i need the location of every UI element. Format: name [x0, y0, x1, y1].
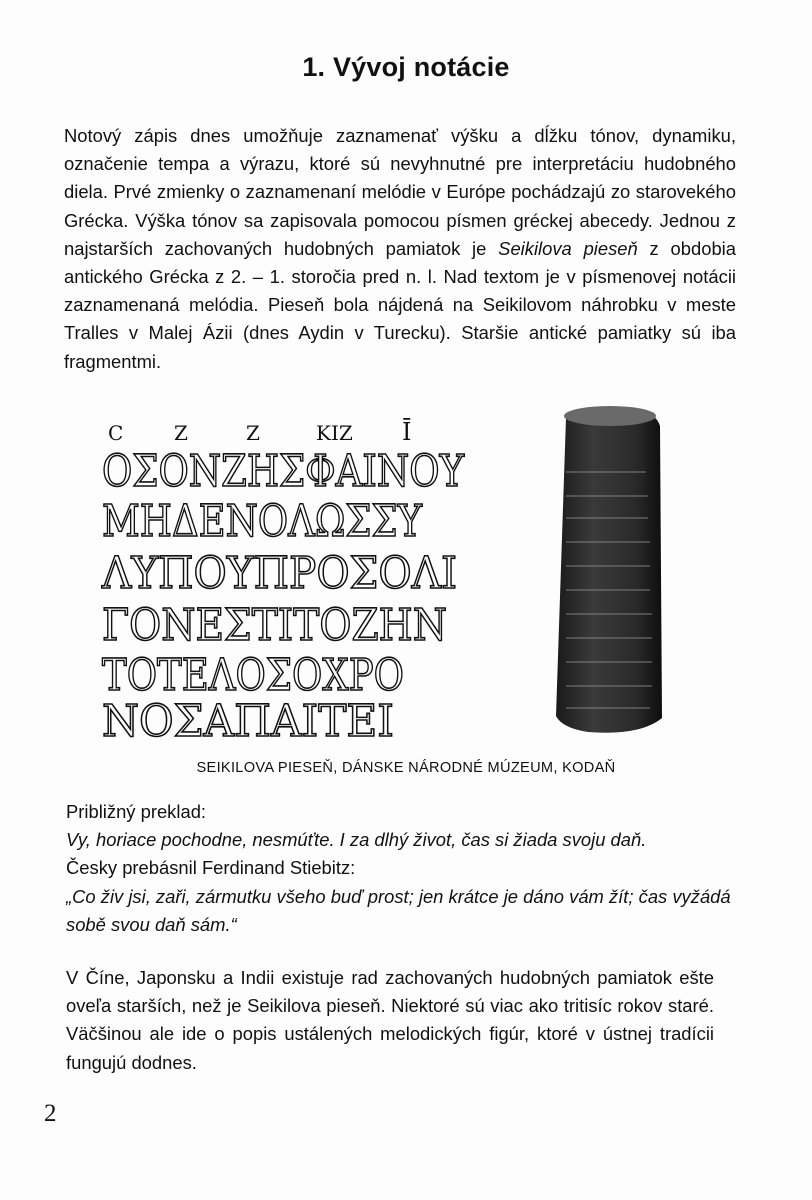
- inscription-line: ΓΟΝΕΣΤΙΤΟΖΗΝ: [102, 600, 447, 651]
- translation-label: Približný preklad:: [66, 801, 207, 822]
- notation-sign: Z: [174, 421, 188, 445]
- intro-paragraph: [64, 122, 736, 376]
- inscription-line: ΤΟΤΕΛΟΣΟΧΡΟ: [102, 650, 404, 701]
- inscription-line: ΛΥΠΟΥΠΡΟΣΟΛΙ: [101, 548, 457, 599]
- seikilos-stele-photo: [548, 400, 680, 740]
- translation-text: Vy, horiace pochodne, nesmúťte. I za dlhý život, čas si žiada svoju daň.: [66, 829, 647, 851]
- figure-caption: SEIKILOVA PIESEŇ, DÁNSKE NÁRODNÉ MÚZEUM, KODAŇ: [196, 760, 616, 776]
- inscription-line: ΜΗΔΕΝΟΛΩΣΣΥ: [102, 496, 423, 547]
- intro-text-part1: Notový zápis dnes umožňuje zaznamenať výšku a dĺžku tónov, dynamiku, označenie tempa a výrazu, ktoré sú nevyhnutné pre interpretáciu hudobného diela. Prvé zmienky o zaznamenaní melódie v Európe pochádzajú zo starovekého Grécka. Výška tónov sa zapisovala pomocou písmen gréckej abecedy. Jednou z najstarších zachovaných hudobných pamiatok je: [64, 125, 736, 259]
- work-title: Seikilova pieseň: [498, 237, 638, 259]
- inscription-line: ΟΣΟΝΖΗΣΦΑΙΝΟΥ: [102, 446, 465, 497]
- translation-block: [66, 798, 742, 939]
- page-number: 2: [44, 1100, 57, 1127]
- seikilos-inscription-drawing: [96, 408, 474, 747]
- notation-sign: Z: [246, 421, 260, 445]
- notation-sign: KIZ: [316, 421, 353, 445]
- closing-paragraph: V Číne, Japonsku a Indii existuje rad zachovaných hudobných pamiatok ešte oveľa starších, než je Seikilova pieseň. Niektoré sú viac ako tritisíc rokov staré. Väčšinou ale ide o popis ustálených melodických figúr, ktoré v ústnej tradícii fungujú dodnes.: [66, 967, 714, 1073]
- inscription-line: ΝΟΣΑΠΑΙΤΕΙ: [102, 696, 394, 747]
- page-title: 1. Vývoj notácie: [302, 52, 510, 82]
- czech-translation-label: Česky prebásnil Ferdinand Stiebitz:: [66, 857, 356, 879]
- czech-translation-text: „Co živ jsi, zaři, zármutku všeho buď prost; jen krátce je dáno vám žít; čas vyžádá sobě svou daň sám.“: [66, 885, 731, 935]
- notation-sign: Ī: [402, 418, 412, 446]
- intro-text-part2: z obdobia antického Grécka z 2. – 1. storočia pred n. l. Nad textom je v písmenovej notácii zaznamenaná melódia. Pieseň bola nájdená na Seikilovom náhrobku v meste Tralles v Malej Ázii (dnes Aydin v Turecku). Staršie antické pamiatky sú iba fragmentmi.: [64, 237, 737, 372]
- notation-sign: C: [108, 421, 124, 445]
